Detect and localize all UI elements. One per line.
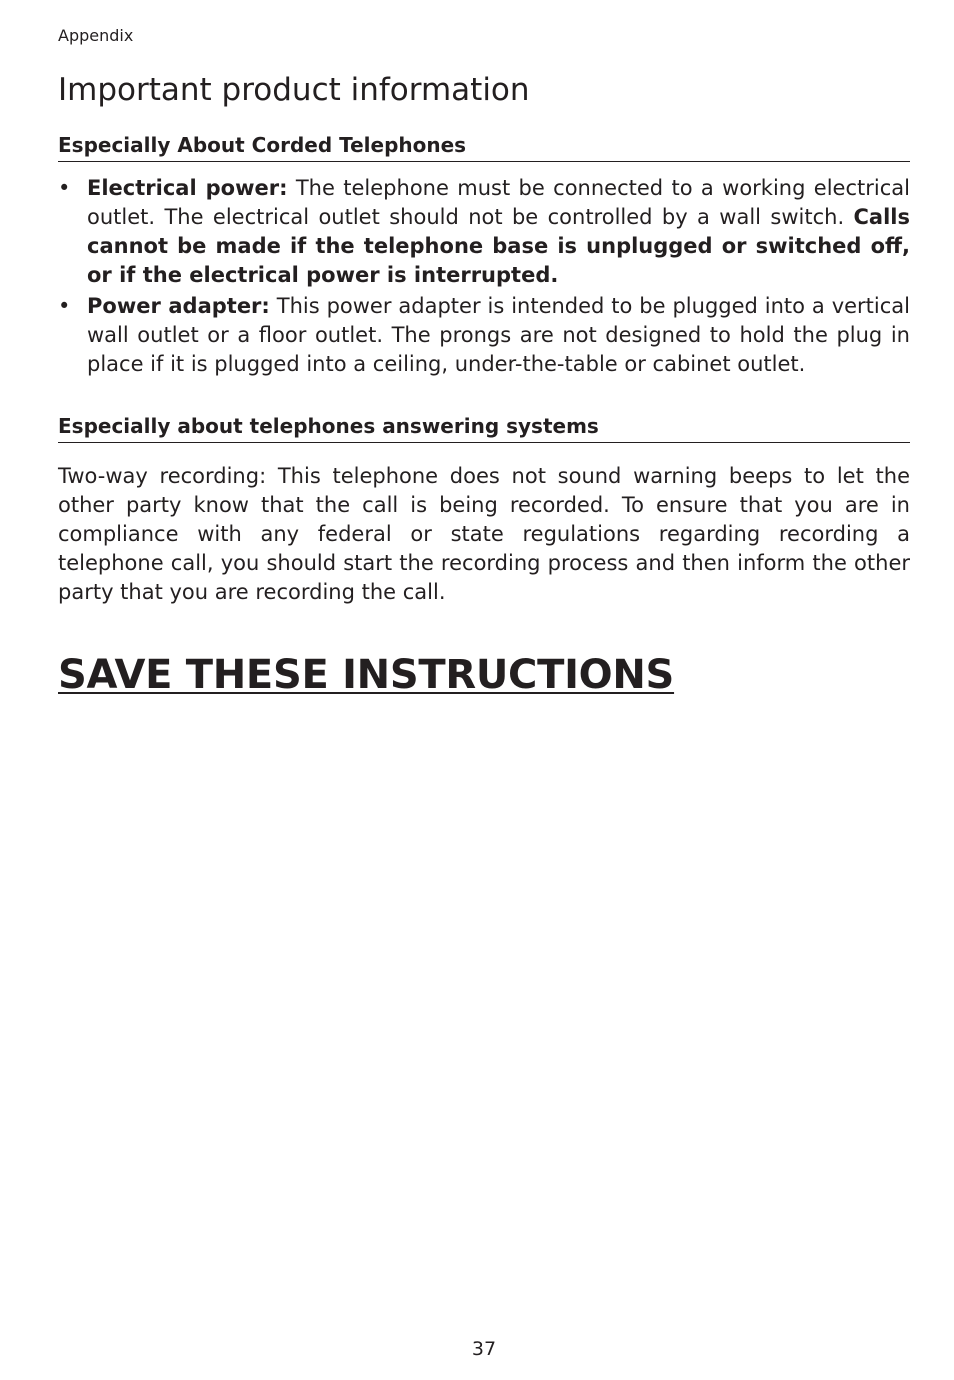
page-title: Important product information [58,72,530,108]
item-text: This power adapter is intended to be plugged into a vertical wall outlet or a floor outlet. The prongs are not designed to hold the plug in place if it is plugged into a ceiling, under-the-table or cabinet outlet. [87,294,910,376]
page-number: 37 [471,1338,497,1360]
list-item-power-adapter [58,292,910,379]
item-label: Power adapter: [87,294,270,318]
save-instructions-heading: SAVE THESE INSTRUCTIONS [58,652,675,698]
bullet-list [58,174,910,379]
section-heading-corded: Especially About Corded Telephones [58,132,910,162]
item-bold-text: Calls cannot be made if the telephone base is unplugged or switched off, or if the electrical power is interrupted. [87,205,910,287]
bullet-icon: • [58,294,71,318]
section-heading-answering: Especially about telephones answering systems [58,413,910,443]
section-corded-telephones [58,132,910,381]
bullet-icon: • [58,176,71,200]
two-way-recording-paragraph: Two-way recording: This telephone does not sound warning beeps to let the other party know that the call is being recorded. To ensure that you are in compliance with any federal or state regulations regarding recording a telephone call, you should start the recording process and then inform the other party that you are recording the call. [58,464,910,604]
item-label: Electrical power: [87,176,288,200]
list-item-electrical-power [58,174,910,290]
running-header: Appendix [58,26,134,45]
section-answering-systems [58,413,910,607]
item-text: The telephone must be connected to a working electrical outlet. The electrical outlet should not be controlled by a wall switch. [87,176,910,229]
